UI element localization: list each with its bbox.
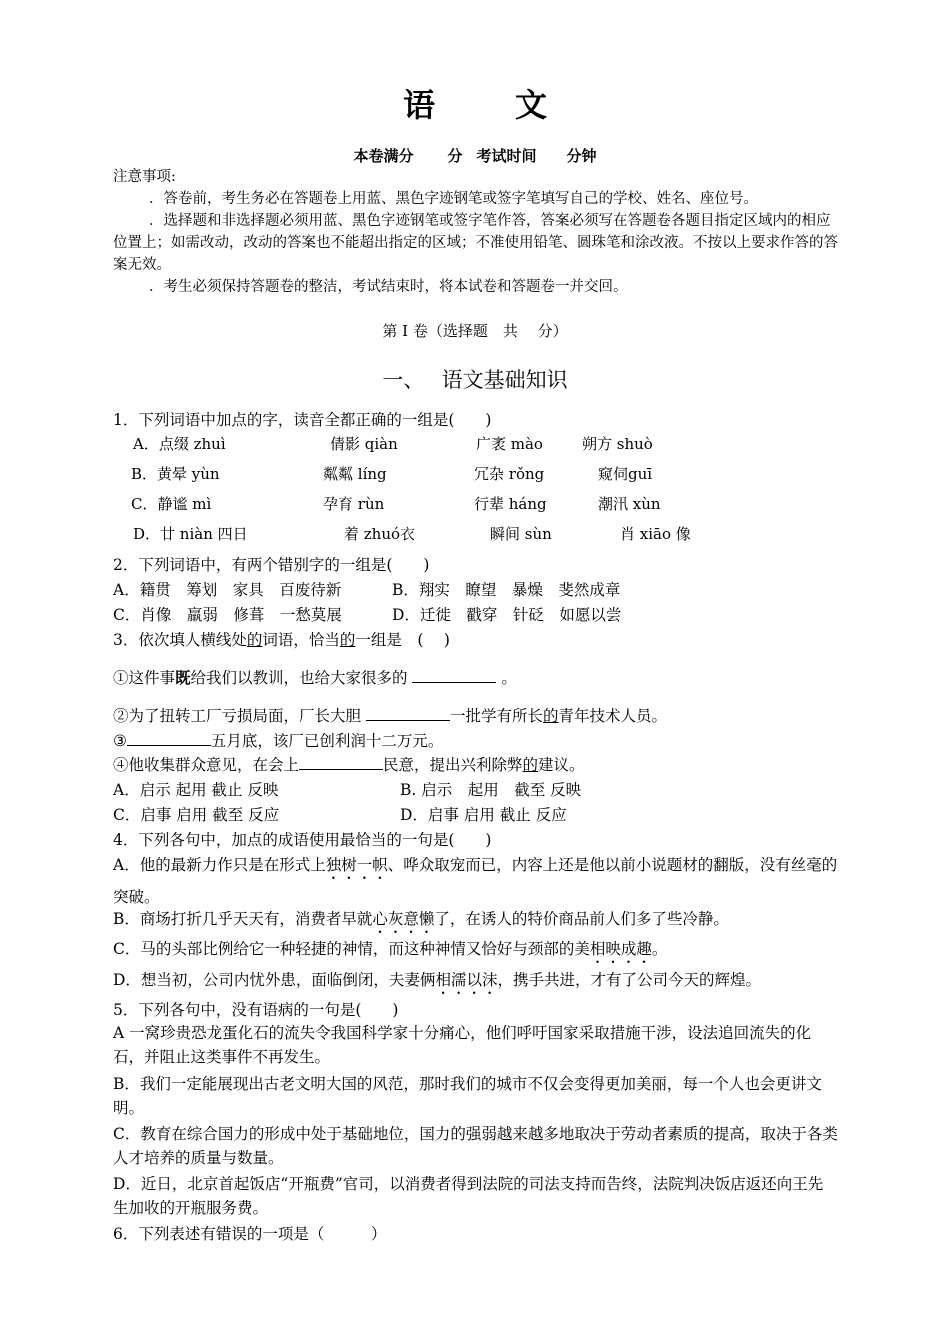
q4-option-c: C．马的头部比例给它一种轻捷的神情，而这种神情又恰好与颈部的美相映成趣。	[113, 940, 668, 958]
q1-option-a4: 朔方 shuò	[582, 435, 653, 453]
q3-sentence-2: ②为了扭转工厂亏损局面，厂长大胆 一批学有所长的青年技术人员。	[113, 707, 667, 725]
q1-option-a1: A．点缀 zhuì	[133, 435, 226, 453]
q1-option-b2: 粼粼 líng	[323, 465, 387, 483]
q4-option-a: A．他的最新力作只是在形式上独树一帜、哗众取宠而已，内容上还是他以前小说题材的翻版，没有丝毫的突破。	[113, 856, 838, 906]
q4-option-b: B．商场打折几乎天天有，消费者早就心灰意懒了，在诱人的特价商品前人们多了些冷静。	[113, 910, 729, 928]
q3-option-c: C．启事 启用 截至 反应	[113, 806, 280, 824]
q1-option-a2: 倩影 qiàn	[330, 435, 398, 453]
q3-stem: 3．依次填人横线处的词语，恰当的一组是 ( )	[113, 631, 450, 649]
blank-2	[366, 720, 450, 721]
q1-option-c3: 行辈 háng	[474, 495, 547, 513]
q1-option-c2: 孕育 rùn	[323, 495, 385, 513]
q5-stem: 5．下列各句中，没有语病的一句是( )	[113, 1001, 399, 1019]
q4-stem: 4．下列各句中，加点的成语使用最恰当的一句是( )	[113, 831, 492, 849]
q4-option-d: D．想当初，公司内忧外患，面临倒闭，夫妻俩相濡以沫，携手共进，才有了公司今天的辉煌。	[113, 971, 761, 989]
q1-option-c4: 潮汛 xùn	[598, 495, 661, 513]
score-unit: 分	[447, 147, 463, 165]
q6-stem: 6．下列表述有错误的一项是（ ）	[113, 1225, 387, 1243]
q1-stem: 1．下列词语中加点的字，读音全都正确的一组是( )	[113, 411, 492, 429]
q3-sentence-3: ③ 五月底，该厂已创利润十二万元。	[113, 732, 444, 750]
notes	[113, 166, 838, 298]
q1-option-d2: 着 zhuó衣	[344, 525, 416, 543]
q2-option-c: C．肖像 羸弱 修葺 一愁莫展	[113, 606, 342, 624]
q1-option-d1: D．廿 niàn 四日	[133, 525, 248, 543]
q1-option-d3: 瞬间 sùn	[490, 525, 552, 543]
q1-option-b3: 冗杂 rǒng	[474, 465, 545, 483]
q5-option-b: B．我们一定能展现出古老文明大国的风范，那时我们的城市不仅会变得更加美丽，每一个人也会更讲文明。	[113, 1075, 822, 1117]
q1-option-b1: B．黄晕 yùn	[131, 465, 220, 483]
q3-option-b: B. 启示 起用 截至 反映	[400, 781, 582, 799]
part-heading: 第 I 卷（选择题 共 分）	[382, 322, 568, 340]
q5-option-a: A 一窝珍贵恐龙蛋化石的流失令我国科学家十分痛心，他们呼吁国家采取措施干涉，设法追回流失的化石，并阻止这类事件不再发生。	[113, 1024, 812, 1066]
q2-option-a: A．籍贯 筹划 家具 百废待新	[113, 581, 342, 599]
q5-option-c: C．教育在综合国力的形成中处于基础地位，国力的强弱越来越多地取决于劳动者素质的提高，取决于各类人才培养的质量与数量。	[113, 1125, 838, 1167]
q1-option-c1: C．静谧 mì	[131, 495, 212, 513]
exam-info	[0, 145, 950, 166]
score-label: 本卷满分	[353, 147, 414, 165]
time-label: 考试时间	[476, 147, 537, 165]
note-3: ．考生必须保持答题卷的整洁，考试结束时，将本试卷和答题卷一并交回。	[149, 279, 628, 295]
note-1: ．答卷前，考生务必在答题卷上用蓝、黑色字迹钢笔或签字笔填写自己的学校、姓名、座位号。	[149, 191, 758, 207]
q3-option-a: A．启示 起用 截止 反映	[113, 781, 279, 799]
note-2: ．选择题和非选择题必须用蓝、黑色字迹钢笔或签字笔作答，答案必须写在答题卷各题目指定区域内的相应位置上；如需改动，改动的答案也不能超出指定的区域；不准使用铅笔、圆珠笔和涂改液。不按以上要求作答的答案无效。	[113, 213, 838, 273]
q1-option-a3: 广袤 mào	[476, 435, 543, 453]
page-title: 语文	[402, 86, 627, 124]
q2-stem: 2．下列词语中，有两个错别字的一组是( )	[113, 556, 430, 574]
q1-option-d4: 肖 xiāo 像	[620, 525, 691, 543]
time-unit: 分钟	[566, 147, 597, 165]
blank-3	[127, 745, 211, 746]
section-heading: 一、 语文基础知识	[382, 368, 568, 392]
notes-heading: 注意事项:	[113, 169, 176, 185]
blank-4	[299, 769, 383, 770]
q3-option-d: D．启事 启用 截止 反应	[400, 806, 567, 824]
blank-1	[412, 682, 496, 683]
q3-sentence-4: ④他收集群众意见，在会上 民意，提出兴利除弊的建议。	[113, 756, 585, 774]
q2-option-d: D．迁徙 戳穿 针砭 如愿以尝	[392, 606, 622, 624]
q1-option-b4: 窥伺guī	[598, 465, 653, 483]
q2-option-b: B．翔实 瞭望 暴燥 斐然成章	[392, 581, 621, 599]
q3-sentence-1: ①这件事既给我们以教训，也给大家很多的 。	[113, 668, 517, 687]
q5-option-d: D．近日，北京首起饭店“开瓶费”官司，以消费者得到法院的司法支持而告终，法院判决饭店返还向王先生加收的开瓶服务费。	[113, 1175, 824, 1217]
